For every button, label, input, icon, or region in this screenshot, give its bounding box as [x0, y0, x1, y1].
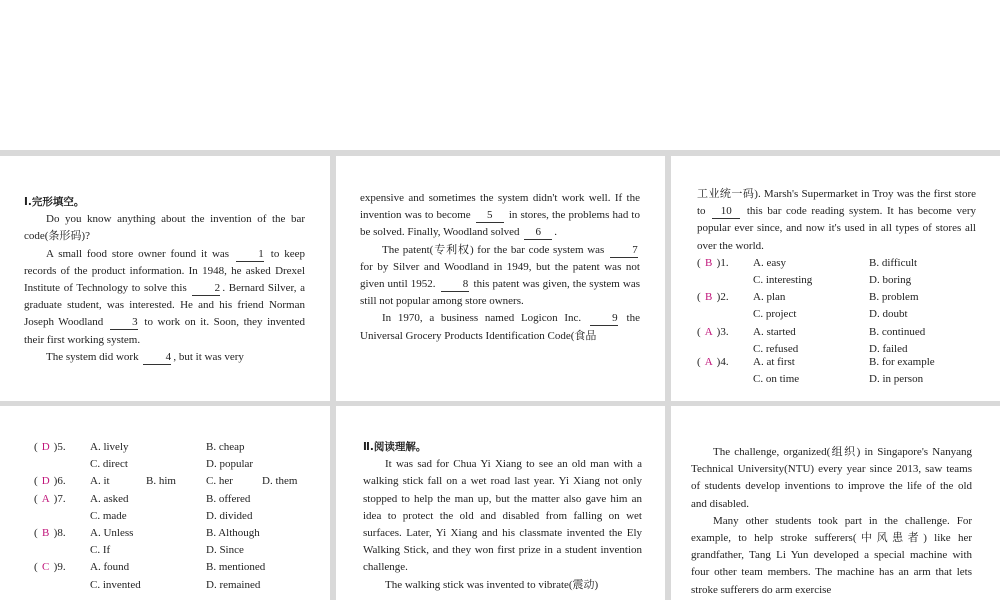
paragraph: expensive and sometimes the system didn't work well. If the invention was to become 5 in stores, the problems had to be solved. Finally, Woodland solved 6 .	[360, 192, 640, 239]
paragraph: The walking stick was invented to vibrate(震动)	[385, 578, 599, 591]
answer-3: A	[704, 325, 713, 338]
question-7-options-cd	[34, 508, 310, 525]
question-2-options-cd	[697, 306, 976, 323]
option-c: C. interesting	[753, 274, 813, 287]
answer-2: B	[705, 291, 713, 304]
option-d: D. Since	[206, 544, 244, 557]
option-d: D. remained	[206, 578, 261, 591]
option-a: A. asked	[90, 492, 129, 505]
paragraph: Many other students took part in the challenge. For example, to help stroke sufferers(中风患者) like her grandfather, Tang Li Yun developed a special machine with four other team members. The machine has an arm that lets stroke sufferers do arm exercise	[691, 514, 972, 596]
panel-cloze-questions	[0, 406, 330, 600]
paragraph: A small food store owner found it was 1 to keep records of the product information. In 1948, he asked Drexel Institute of Technology to solve this 2 . Bernard Silver, a graduate student, was interested. He and his friend Norman Joseph Woodland 3 to work on it. Soon, they invented their first working system.	[24, 247, 305, 346]
option-c: C. refused	[753, 342, 799, 354]
question-5-options-cd	[34, 456, 310, 473]
blank-6: 6	[524, 226, 552, 240]
paragraph: It was sad for Chua Yi Xiang to see an old man with a walking stick fall on a wet road last year. Yi Xiang not only stopped to help the man up, but the matter also gave him an idea to protect the old and disabled from falling on wet surfaces. Later, Yi Xiang and his classmate invented the Ely Walking Stick, and they won first prize in a student invention challenge.	[363, 458, 642, 574]
blank-5: 5	[476, 209, 504, 223]
option-d: D. boring	[869, 274, 912, 287]
question-2: ( B )2. A. plan B. problem	[697, 289, 976, 306]
paragraph: The patent(专利权) for the bar code system was 7 for by Silver and Woodland in 1949, but the patent was not given until 1952. 8 this patent was given, the system was still not popular among store owners.	[360, 243, 640, 308]
option-a: A. it	[90, 475, 110, 488]
question-9-options-cd	[34, 577, 310, 594]
option-b: B. mentioned	[206, 561, 266, 574]
question-4-options-cd	[697, 371, 976, 388]
option-c: C. invented	[90, 578, 141, 591]
option-b: B. problem	[869, 291, 919, 304]
blank-2: 2	[192, 282, 220, 296]
blank-7: 7	[610, 244, 638, 258]
option-b: B. him	[146, 475, 176, 488]
answer-6: D	[41, 475, 50, 488]
blank-4: 4	[143, 351, 171, 365]
option-b: B. Although	[206, 527, 260, 540]
option-d: D. divided	[206, 509, 253, 522]
option-c: C. If	[90, 544, 111, 557]
option-c: C. direct	[90, 458, 128, 471]
blank-10: 10	[712, 205, 740, 219]
question-5: ( D )5. A. lively B. cheap	[34, 439, 310, 456]
option-a: A. Unless	[90, 527, 134, 540]
question-4: ( A )4. A. at first B. for example	[697, 354, 976, 371]
panel-cloze-passage-1	[0, 156, 330, 401]
answer-8: B	[42, 527, 50, 540]
option-a: A. easy	[753, 256, 786, 269]
paragraph: The system did work 4 , but it was very	[46, 350, 244, 363]
option-a: A. at first	[753, 355, 795, 368]
blank-8: 8	[441, 278, 469, 292]
panel-reading-passage-2	[671, 406, 1000, 600]
option-a: A. started	[753, 325, 796, 338]
option-d: D. in person	[869, 373, 924, 386]
question-6: ( D )6. A. it B. him C. her D. them	[34, 473, 310, 490]
question-9: ( C )9. A. found B. mentioned	[34, 559, 310, 576]
question-3: ( A )3. A. started B. continued	[697, 324, 976, 341]
question-3-options-cd	[697, 341, 976, 354]
blank-9: 9	[590, 312, 618, 326]
blank-1: 1	[236, 248, 264, 262]
option-d: D. failed	[869, 342, 908, 354]
answer-4: A	[704, 355, 713, 368]
panel-cloze-passage-3	[671, 156, 1000, 401]
option-a: A. found	[90, 561, 130, 574]
answer-9: C	[42, 561, 50, 574]
blank-3: 3	[110, 316, 138, 330]
answer-1: B	[705, 256, 713, 269]
question-1: ( B )1. A. easy B. difficult	[697, 255, 976, 272]
option-c: C. on time	[753, 373, 800, 386]
paragraph: Do you know anything about the invention of the bar code(条形码)?	[24, 213, 305, 243]
paragraph: In 1970, a business named Logicon Inc. 9 the Universal Grocery Products Identification Code(食品	[360, 312, 640, 342]
paragraph: 工业统一码). Marsh's Supermarket in Troy was the first store to 10 this bar code reading system. It has become very popular ever since, and now it's used in all types of stores all over the world.	[697, 188, 976, 252]
option-b: B. continued	[869, 325, 926, 338]
option-d: D. popular	[206, 458, 254, 471]
option-a: A. plan	[753, 291, 786, 304]
question-1-options-cd	[697, 272, 976, 289]
option-b: B. offered	[206, 492, 251, 505]
option-d: D. them	[262, 475, 298, 488]
option-a: A. lively	[90, 441, 129, 453]
question-7: ( A )7. A. asked B. offered	[34, 491, 310, 508]
option-b: B. difficult	[869, 256, 918, 269]
answer-7: A	[41, 492, 50, 505]
section-title-reading: Ⅱ.阅读理解。	[363, 441, 427, 453]
option-c: C. made	[90, 509, 127, 522]
answer-5: D	[41, 441, 50, 453]
option-d: D. doubt	[869, 308, 908, 321]
question-8: ( B )8. A. Unless B. Although	[34, 525, 310, 542]
option-b: B. for example	[869, 355, 935, 368]
option-c: C. project	[753, 308, 797, 321]
panel-cloze-passage-2	[336, 156, 665, 401]
option-b: B. cheap	[206, 441, 245, 453]
paragraph: The challenge, organized(组织) in Singapore's Nanyang Technical University(NTU) every year since 2013, saw teams of students develop inventions to improve the life of the old and disabled.	[691, 446, 972, 510]
option-c: C. her	[206, 475, 233, 488]
question-8-options-cd	[34, 542, 310, 559]
section-title-cloze: Ⅰ.完形填空。	[24, 196, 85, 208]
panel-reading-passage-1	[336, 406, 665, 600]
